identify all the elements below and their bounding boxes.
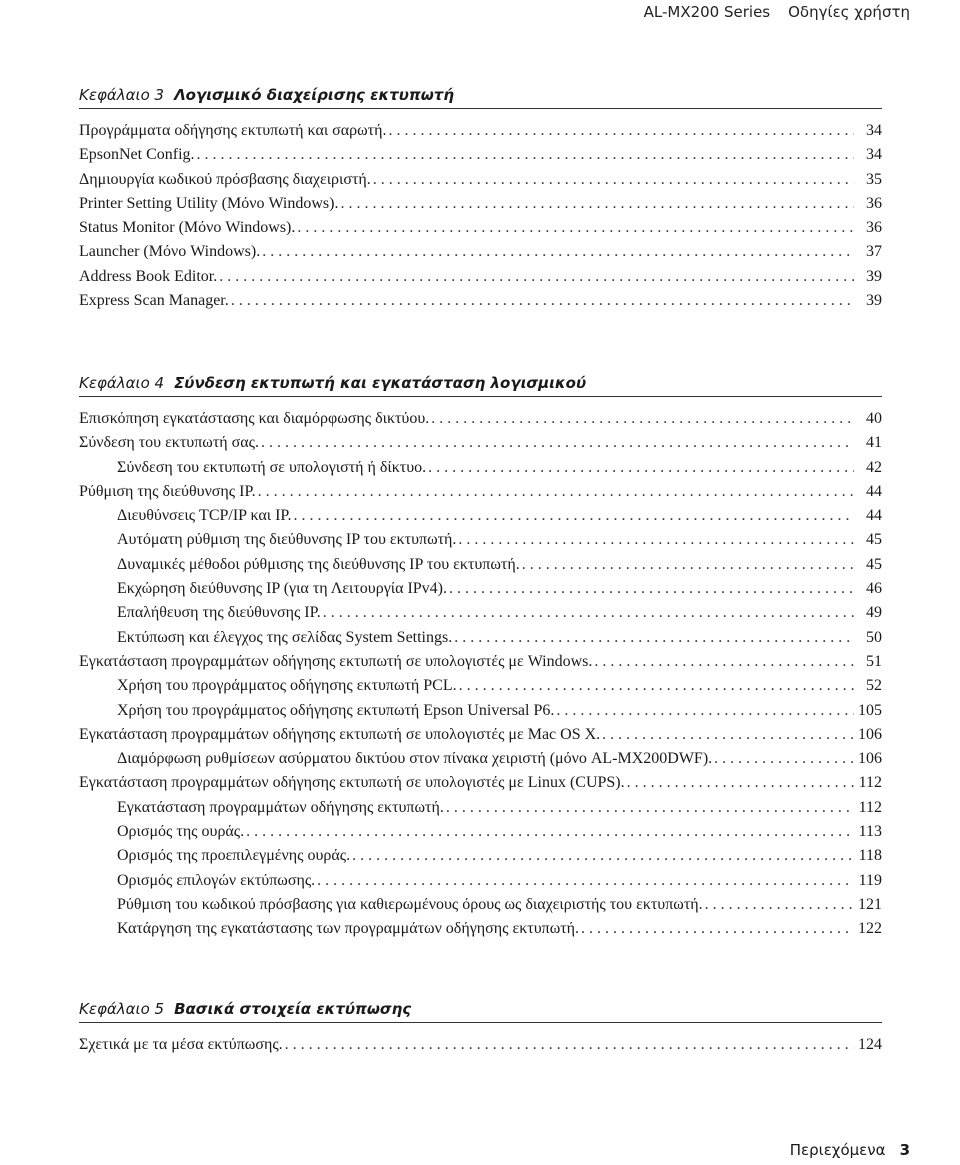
chapter-title: Βασικά στοιχεία εκτύπωσης xyxy=(174,1000,412,1018)
dot-leader xyxy=(705,893,854,917)
dot-leader xyxy=(285,1033,854,1057)
toc-entry[interactable] xyxy=(79,1033,882,1057)
toc-entry[interactable] xyxy=(79,407,882,431)
footer-page-number: 3 xyxy=(899,1141,910,1159)
toc-entry-page[interactable]: 112 xyxy=(858,774,882,792)
toc-entry-label[interactable]: Address Book Editor. xyxy=(79,267,218,285)
dot-leader xyxy=(317,869,854,893)
chapter-section xyxy=(79,86,882,313)
chapter-section xyxy=(79,1000,882,1057)
toc-entry-label[interactable]: Διευθύνσεις TCP/IP και IP. xyxy=(117,507,292,525)
toc-entry-label[interactable]: Ορισμός επιλογών εκτύπωσης. xyxy=(117,871,316,889)
toc-entry[interactable] xyxy=(79,917,882,941)
chapter-number: Κεφάλαιο 4 xyxy=(79,374,165,392)
toc-entry[interactable] xyxy=(79,216,882,240)
dot-leader xyxy=(522,553,854,577)
dot-leader xyxy=(581,917,854,941)
toc-entry[interactable] xyxy=(79,119,882,143)
toc-entry-label[interactable]: Printer Setting Utility (Μόνο Windows). xyxy=(79,194,339,212)
dot-leader xyxy=(352,844,854,868)
dot-leader xyxy=(297,216,854,240)
toc-entry-label[interactable]: Σύνδεση του εκτυπωτή σας. xyxy=(79,434,259,452)
toc-entry-page[interactable]: 44 xyxy=(866,507,882,525)
toc-entry-label[interactable]: Δημιουργία κωδικού πρόσβασης διαχειριστή. xyxy=(79,170,371,188)
toc-entry-label[interactable]: Εκτύπωση και έλεγχος της σελίδας System Settings. xyxy=(117,628,453,646)
toc-entry[interactable] xyxy=(79,796,882,820)
dot-leader xyxy=(388,119,854,143)
toc-entry-label[interactable]: EpsonNet Config. xyxy=(79,146,195,164)
toc-entry-page[interactable]: 41 xyxy=(866,434,882,452)
toc-entry-label[interactable]: Διαμόρφωση ρυθμίσεων ασύρματου δικτύου στον πίνακα χειριστή (μόνο AL-MX200DWF). xyxy=(117,750,713,768)
chapter-number: Κεφάλαιο 5 xyxy=(79,1000,165,1018)
toc-entry[interactable] xyxy=(79,601,882,625)
toc-entry-page[interactable]: 45 xyxy=(866,531,882,549)
dot-leader xyxy=(231,289,854,313)
dot-leader xyxy=(258,480,854,504)
chapter-heading xyxy=(79,374,882,397)
toc-entry-page[interactable]: 34 xyxy=(866,122,882,139)
toc-entry[interactable] xyxy=(79,626,882,650)
dot-leader xyxy=(197,143,854,167)
toc-entry-page[interactable]: 36 xyxy=(866,194,882,212)
toc-entry-page[interactable]: 52 xyxy=(866,677,882,695)
toc-entry-label[interactable]: Σχετικά με τα μέσα εκτύπωσης. xyxy=(79,1036,283,1053)
running-header xyxy=(644,0,910,24)
chapter-section xyxy=(79,374,882,942)
toc-entry[interactable] xyxy=(79,143,882,167)
toc-entry-label[interactable]: Χρήση του προγράμματος οδήγησης εκτυπωτή Epson Universal P6. xyxy=(117,701,555,719)
toc-entry-label[interactable]: Ρύθμιση του κωδικού πρόσβασης για καθιερωμένους όρους ως διαχειριστής του εκτυπωτή. xyxy=(117,895,703,913)
toc-entry-label[interactable]: Εγκατάσταση προγραμμάτων οδήγησης εκτυπωτή σε υπολογιστές με Linux (CUPS). xyxy=(79,774,625,792)
toc-entry-label[interactable]: Ρύθμιση της διεύθυνσης IP. xyxy=(79,482,256,500)
dot-leader xyxy=(261,431,854,455)
toc-entry-label[interactable]: Ορισμός της ουράς. xyxy=(117,823,245,841)
chapter-title: Σύνδεση εκτυπωτή και εγκατάσταση λογισμικού xyxy=(174,374,587,392)
dot-leader xyxy=(373,168,854,192)
toc-entry-label[interactable]: Κατάργηση της εγκατάστασης των προγραμμάτων οδήγησης εκτυπωτή. xyxy=(117,920,580,938)
running-footer xyxy=(790,1141,910,1159)
toc-entry-page[interactable]: 46 xyxy=(866,580,882,598)
toc-entry-page[interactable]: 37 xyxy=(866,243,882,261)
toc-entry[interactable] xyxy=(79,869,882,893)
toc-entry[interactable] xyxy=(79,893,882,917)
toc-entry-page[interactable]: 44 xyxy=(866,482,882,500)
dot-leader xyxy=(459,674,854,698)
toc-entry-label[interactable]: Ορισμός της προεπιλεγμένης ουράς. xyxy=(117,847,351,865)
toc-entry[interactable] xyxy=(79,528,882,552)
dot-leader xyxy=(323,601,854,625)
dot-leader xyxy=(428,456,854,480)
toc-entry-label[interactable]: Εκχώρηση διεύθυνσης IP (για τη Λειτουργία IPv4). xyxy=(117,580,447,598)
dot-leader xyxy=(454,626,854,650)
toc-entry[interactable] xyxy=(79,289,882,313)
toc-entry[interactable] xyxy=(79,192,882,216)
toc-entry[interactable] xyxy=(79,577,882,601)
header-product: AL-MX200 Series xyxy=(643,3,771,21)
dot-leader xyxy=(449,577,854,601)
chapter-title: Λογισμικό διαχείρισης εκτυπωτή xyxy=(174,86,455,104)
toc-entry-label[interactable]: Σύνδεση του εκτυπωτή σε υπολογιστή ή δίκτυο. xyxy=(117,458,427,476)
toc-entry-page[interactable]: 51 xyxy=(866,652,882,670)
toc-entry[interactable] xyxy=(79,747,882,771)
dot-leader xyxy=(294,504,854,528)
toc-entry[interactable] xyxy=(79,456,882,480)
dot-leader xyxy=(714,747,854,771)
toc-entry-page[interactable]: 39 xyxy=(866,292,882,310)
dot-leader xyxy=(627,771,854,795)
dot-leader xyxy=(602,723,854,747)
toc-entry[interactable] xyxy=(79,431,882,455)
dot-leader xyxy=(340,192,854,216)
toc-entry-label[interactable]: Εγκατάσταση προγραμμάτων οδήγησης εκτυπωτή. xyxy=(117,798,444,816)
toc-entry-label[interactable]: Επαλήθευση της διεύθυνσης IP. xyxy=(117,604,321,622)
toc-entry-page[interactable]: 122 xyxy=(858,920,882,938)
toc-entry-label[interactable]: Status Monitor (Μόνο Windows). xyxy=(79,219,296,237)
dot-leader xyxy=(556,699,854,723)
header-doc-title: Οδηγίες χρήστη xyxy=(788,3,910,21)
chapter-number: Κεφάλαιο 3 xyxy=(79,86,165,104)
toc-entry-label[interactable]: Εγκατάσταση προγραμμάτων οδήγησης εκτυπωτή σε υπολογιστές με Windows. xyxy=(79,652,593,670)
toc-entry-page[interactable]: 35 xyxy=(866,170,882,188)
toc-entry-page[interactable]: 40 xyxy=(866,410,882,427)
chapter-heading xyxy=(79,86,882,109)
dot-leader xyxy=(262,240,854,264)
toc-entry-page[interactable]: 34 xyxy=(866,146,882,164)
toc-entry[interactable] xyxy=(79,265,882,289)
toc-entry[interactable] xyxy=(79,771,882,795)
dot-leader xyxy=(246,820,854,844)
toc-entry-page[interactable]: 124 xyxy=(858,1036,882,1053)
toc-entry[interactable] xyxy=(79,674,882,698)
toc-entry-label[interactable]: Express Scan Manager. xyxy=(79,292,229,310)
toc-entry-label[interactable]: Δυναμικές μέθοδοι ρύθμισης της διεύθυνσης IP του εκτυπωτή. xyxy=(117,555,520,573)
footer-section: Περιεχόμενα xyxy=(789,1141,886,1159)
toc-entry-label[interactable]: Launcher (Μόνο Windows). xyxy=(79,243,261,261)
toc-entry-page[interactable]: 50 xyxy=(866,628,882,646)
toc-entry-page[interactable]: 105 xyxy=(858,701,882,719)
toc-entry-label[interactable]: Εγκατάσταση προγραμμάτων οδήγησης εκτυπωτή σε υπολογιστές με Mac OS X. xyxy=(79,725,601,743)
toc-entry-page[interactable]: 119 xyxy=(858,871,882,889)
toc-entry-label[interactable]: Χρήση του προγράμματος οδήγησης εκτυπωτή PCL. xyxy=(117,677,457,695)
toc-entry[interactable] xyxy=(79,844,882,868)
toc-entry-page[interactable]: 42 xyxy=(866,458,882,476)
dot-leader xyxy=(219,265,854,289)
toc-entry-page[interactable]: 121 xyxy=(858,895,882,913)
toc-entry[interactable] xyxy=(79,240,882,264)
toc-entry[interactable] xyxy=(79,504,882,528)
dot-leader xyxy=(431,407,854,431)
toc-entry[interactable] xyxy=(79,650,882,674)
toc-entry-page[interactable]: 106 xyxy=(858,725,882,743)
toc-entry-page[interactable]: 39 xyxy=(866,267,882,285)
toc-entry[interactable] xyxy=(79,699,882,723)
toc-entry-label[interactable]: Αυτόματη ρύθμιση της διεύθυνσης IP του εκτυπωτή. xyxy=(117,531,457,549)
toc-entry-page[interactable]: 49 xyxy=(866,604,882,622)
toc-entry-page[interactable]: 118 xyxy=(858,847,882,865)
toc-entry-label[interactable]: Προγράμματα οδήγησης εκτυπωτή και σαρωτή. xyxy=(79,122,387,139)
toc-entry-page[interactable]: 106 xyxy=(858,750,882,768)
toc-entry[interactable] xyxy=(79,820,882,844)
chapter-heading xyxy=(79,1000,882,1023)
dot-leader xyxy=(458,528,854,552)
toc-entry[interactable] xyxy=(79,168,882,192)
toc-entry[interactable] xyxy=(79,553,882,577)
toc-entry-page[interactable]: 36 xyxy=(866,219,882,237)
toc-entry-label[interactable]: Επισκόπηση εγκατάστασης και διαμόρφωσης δικτύου. xyxy=(79,410,430,427)
toc-entry[interactable] xyxy=(79,480,882,504)
dot-leader xyxy=(594,650,854,674)
toc-entry-page[interactable]: 113 xyxy=(858,823,882,841)
toc-entry[interactable] xyxy=(79,723,882,747)
toc-entry-page[interactable]: 45 xyxy=(866,555,882,573)
dot-leader xyxy=(446,796,854,820)
toc-entry-page[interactable]: 112 xyxy=(858,798,882,816)
